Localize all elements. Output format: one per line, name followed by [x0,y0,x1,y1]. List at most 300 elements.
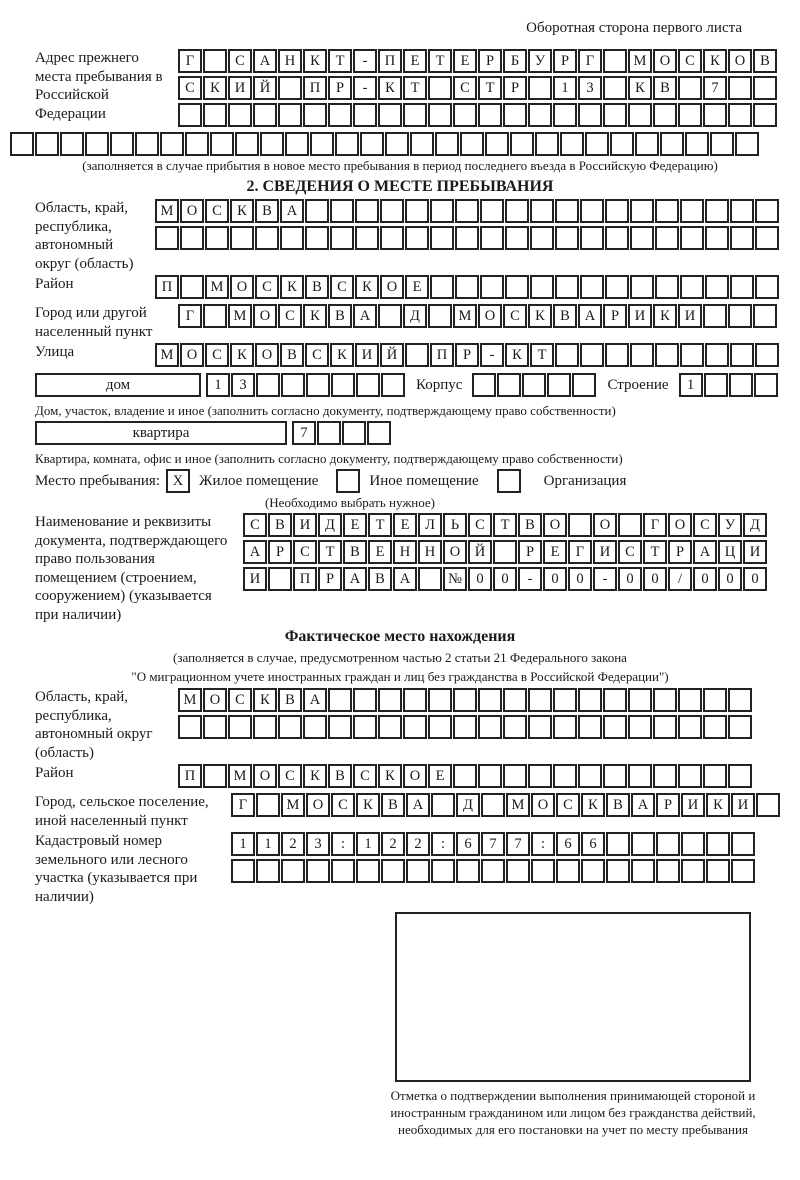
char-cell[interactable] [503,715,527,739]
char-cell[interactable]: 6 [456,832,480,856]
char-cell[interactable] [660,132,684,156]
char-cell[interactable]: П [155,275,179,299]
char-cell[interactable]: О [403,764,427,788]
char-cell[interactable] [85,132,109,156]
char-cell[interactable]: : [331,832,355,856]
char-cell[interactable] [480,275,504,299]
char-cell[interactable]: О [230,275,254,299]
char-cell[interactable]: А [578,304,602,328]
char-cell[interactable]: 0 [543,567,567,591]
char-cell[interactable]: Е [368,540,392,564]
char-cell[interactable] [703,103,727,127]
char-cell[interactable] [705,275,729,299]
char-cell[interactable] [480,226,504,250]
char-cell[interactable]: Й [253,76,277,100]
char-cell[interactable]: В [653,76,677,100]
char-cell[interactable] [431,793,455,817]
char-cell[interactable]: 7 [292,421,316,445]
char-cell[interactable]: - [480,343,504,367]
char-cell[interactable]: К [303,49,327,73]
char-cell[interactable]: К [230,199,254,223]
char-cell[interactable] [655,226,679,250]
char-cell[interactable] [547,373,571,397]
char-cell[interactable] [428,304,452,328]
char-cell[interactable]: Р [478,49,502,73]
char-cell[interactable] [331,373,355,397]
char-cell[interactable]: Д [403,304,427,328]
char-cell[interactable] [603,49,627,73]
char-cell[interactable]: С [228,688,252,712]
char-cell[interactable] [528,76,552,100]
char-cell[interactable]: Г [578,49,602,73]
char-cell[interactable] [603,76,627,100]
char-cell[interactable]: С [178,76,202,100]
char-cell[interactable]: О [478,304,502,328]
char-cell[interactable] [260,132,284,156]
char-cell[interactable]: С [293,540,317,564]
char-cell[interactable]: Т [530,343,554,367]
char-cell[interactable] [703,688,727,712]
char-cell[interactable]: С [453,76,477,100]
char-cell[interactable] [555,226,579,250]
char-cell[interactable]: 1 [256,832,280,856]
char-cell[interactable]: О [380,275,404,299]
char-cell[interactable] [178,715,202,739]
char-cell[interactable]: П [430,343,454,367]
char-cell[interactable] [428,76,452,100]
char-cell[interactable]: 0 [643,567,667,591]
char-cell[interactable]: Е [428,764,452,788]
char-cell[interactable] [653,715,677,739]
char-cell[interactable] [754,373,778,397]
char-cell[interactable] [405,199,429,223]
char-cell[interactable]: М [228,764,252,788]
char-cell[interactable]: М [178,688,202,712]
char-cell[interactable]: В [343,540,367,564]
char-cell[interactable]: Н [393,540,417,564]
char-cell[interactable] [630,343,654,367]
char-cell[interactable] [755,343,779,367]
char-cell[interactable]: К [703,49,727,73]
char-cell[interactable]: В [381,793,405,817]
char-cell[interactable] [678,764,702,788]
char-cell[interactable]: - [593,567,617,591]
char-cell[interactable] [556,859,580,883]
char-cell[interactable] [503,688,527,712]
char-cell[interactable] [60,132,84,156]
char-cell[interactable]: А [280,199,304,223]
char-cell[interactable]: М [628,49,652,73]
char-cell[interactable]: Т [318,540,342,564]
char-cell[interactable] [356,859,380,883]
char-cell[interactable]: Р [455,343,479,367]
char-cell[interactable] [510,132,534,156]
checkbox[interactable] [336,469,360,493]
char-cell[interactable]: О [180,199,204,223]
char-cell[interactable] [728,304,752,328]
char-cell[interactable]: И [593,540,617,564]
char-cell[interactable]: М [155,199,179,223]
char-cell[interactable] [630,199,654,223]
char-cell[interactable] [228,715,252,739]
char-cell[interactable] [728,103,752,127]
char-cell[interactable]: Р [503,76,527,100]
char-cell[interactable]: С [330,275,354,299]
char-cell[interactable] [730,343,754,367]
char-cell[interactable]: П [293,567,317,591]
char-cell[interactable] [428,688,452,712]
char-cell[interactable] [481,793,505,817]
char-cell[interactable]: Й [468,540,492,564]
char-cell[interactable] [580,343,604,367]
char-cell[interactable] [528,764,552,788]
char-cell[interactable] [205,226,229,250]
char-cell[interactable] [555,199,579,223]
char-cell[interactable]: Р [268,540,292,564]
char-cell[interactable] [281,373,305,397]
char-cell[interactable]: Е [393,513,417,537]
char-cell[interactable] [505,275,529,299]
char-cell[interactable] [381,373,405,397]
char-cell[interactable]: Ц [718,540,742,564]
char-cell[interactable]: И [355,343,379,367]
char-cell[interactable]: К [581,793,605,817]
char-cell[interactable]: О [203,688,227,712]
char-cell[interactable]: У [528,49,552,73]
char-cell[interactable] [730,226,754,250]
char-cell[interactable] [460,132,484,156]
char-cell[interactable] [355,226,379,250]
char-cell[interactable] [631,832,655,856]
char-cell[interactable] [628,103,652,127]
char-cell[interactable]: К [253,688,277,712]
char-cell[interactable]: И [743,540,767,564]
char-cell[interactable] [506,859,530,883]
char-cell[interactable] [653,764,677,788]
char-cell[interactable] [178,103,202,127]
char-cell[interactable] [728,764,752,788]
char-cell[interactable]: С [693,513,717,537]
char-cell[interactable]: Р [553,49,577,73]
char-cell[interactable] [555,343,579,367]
char-cell[interactable]: 0 [743,567,767,591]
char-cell[interactable]: Г [568,540,592,564]
char-cell[interactable]: М [506,793,530,817]
char-cell[interactable] [210,132,234,156]
char-cell[interactable] [656,859,680,883]
char-cell[interactable]: А [253,49,277,73]
char-cell[interactable] [735,132,759,156]
char-cell[interactable] [680,343,704,367]
char-cell[interactable] [730,199,754,223]
char-cell[interactable]: В [606,793,630,817]
char-cell[interactable]: Т [428,49,452,73]
char-cell[interactable] [180,226,204,250]
char-cell[interactable]: О [543,513,567,537]
char-cell[interactable] [256,373,280,397]
char-cell[interactable]: К [528,304,552,328]
char-cell[interactable]: С [278,764,302,788]
char-cell[interactable] [255,226,279,250]
char-cell[interactable] [603,688,627,712]
char-cell[interactable]: К [505,343,529,367]
char-cell[interactable]: И [731,793,755,817]
char-cell[interactable] [560,132,584,156]
char-cell[interactable] [317,421,341,445]
char-cell[interactable]: : [431,832,455,856]
char-cell[interactable] [303,715,327,739]
char-cell[interactable] [203,49,227,73]
char-cell[interactable]: О [443,540,467,564]
char-cell[interactable] [531,859,555,883]
char-cell[interactable] [553,688,577,712]
char-cell[interactable]: Ь [443,513,467,537]
char-cell[interactable] [430,199,454,223]
char-cell[interactable]: К [303,764,327,788]
char-cell[interactable] [580,199,604,223]
char-cell[interactable] [497,373,521,397]
char-cell[interactable]: А [353,304,377,328]
char-cell[interactable] [755,275,779,299]
char-cell[interactable] [330,199,354,223]
char-cell[interactable] [380,199,404,223]
char-cell[interactable] [135,132,159,156]
char-cell[interactable]: Н [278,49,302,73]
char-cell[interactable]: Е [543,540,567,564]
char-cell[interactable] [453,715,477,739]
char-cell[interactable]: 1 [553,76,577,100]
char-cell[interactable] [681,859,705,883]
char-cell[interactable] [355,199,379,223]
char-cell[interactable] [203,103,227,127]
char-cell[interactable] [335,132,359,156]
char-cell[interactable] [605,199,629,223]
char-cell[interactable] [630,226,654,250]
char-cell[interactable]: Т [493,513,517,537]
char-cell[interactable] [705,343,729,367]
char-cell[interactable] [353,715,377,739]
char-cell[interactable] [478,764,502,788]
char-cell[interactable]: В [280,343,304,367]
char-cell[interactable] [572,373,596,397]
char-cell[interactable] [435,132,459,156]
char-cell[interactable]: 1 [679,373,703,397]
char-cell[interactable] [578,688,602,712]
char-cell[interactable] [455,275,479,299]
char-cell[interactable]: И [243,567,267,591]
char-cell[interactable]: В [328,764,352,788]
char-cell[interactable]: 6 [556,832,580,856]
char-cell[interactable] [680,275,704,299]
char-cell[interactable] [403,688,427,712]
char-cell[interactable]: И [678,304,702,328]
char-cell[interactable] [753,304,777,328]
char-cell[interactable]: Г [178,304,202,328]
char-cell[interactable]: Й [380,343,404,367]
char-cell[interactable] [578,764,602,788]
char-cell[interactable] [480,199,504,223]
char-cell[interactable]: А [693,540,717,564]
char-cell[interactable] [281,859,305,883]
char-cell[interactable] [356,373,380,397]
char-cell[interactable]: 2 [381,832,405,856]
char-cell[interactable]: В [553,304,577,328]
char-cell[interactable]: О [180,343,204,367]
char-cell[interactable] [256,793,280,817]
char-cell[interactable]: 7 [506,832,530,856]
char-cell[interactable] [706,832,730,856]
char-cell[interactable] [280,226,304,250]
char-cell[interactable] [455,199,479,223]
char-cell[interactable] [606,859,630,883]
char-cell[interactable] [453,688,477,712]
char-cell[interactable]: И [228,76,252,100]
char-cell[interactable]: М [205,275,229,299]
char-cell[interactable] [706,859,730,883]
char-cell[interactable] [453,764,477,788]
char-cell[interactable]: В [268,513,292,537]
char-cell[interactable] [203,304,227,328]
char-cell[interactable] [256,859,280,883]
char-cell[interactable] [453,103,477,127]
char-cell[interactable]: К [653,304,677,328]
char-cell[interactable]: К [356,793,380,817]
char-cell[interactable]: Р [603,304,627,328]
char-cell[interactable]: П [378,49,402,73]
char-cell[interactable] [605,226,629,250]
char-cell[interactable]: А [303,688,327,712]
char-cell[interactable]: Т [643,540,667,564]
char-cell[interactable] [456,859,480,883]
char-cell[interactable]: К [378,76,402,100]
char-cell[interactable] [253,715,277,739]
char-cell[interactable]: С [278,304,302,328]
char-cell[interactable]: - [353,49,377,73]
char-cell[interactable]: К [378,764,402,788]
char-cell[interactable]: 2 [281,832,305,856]
char-cell[interactable]: К [230,343,254,367]
char-cell[interactable]: Д [743,513,767,537]
char-cell[interactable]: У [718,513,742,537]
char-cell[interactable] [535,132,559,156]
char-cell[interactable]: П [303,76,327,100]
char-cell[interactable]: О [253,764,277,788]
char-cell[interactable]: 3 [578,76,602,100]
char-cell[interactable] [703,304,727,328]
char-cell[interactable] [180,275,204,299]
char-cell[interactable] [278,103,302,127]
char-cell[interactable]: 0 [718,567,742,591]
char-cell[interactable] [431,859,455,883]
char-cell[interactable] [478,103,502,127]
char-cell[interactable] [278,76,302,100]
char-cell[interactable] [578,103,602,127]
char-cell[interactable] [305,226,329,250]
char-cell[interactable] [610,132,634,156]
char-cell[interactable]: 7 [703,76,727,100]
char-cell[interactable] [753,76,777,100]
char-cell[interactable] [753,103,777,127]
char-cell[interactable]: Р [518,540,542,564]
char-cell[interactable] [428,103,452,127]
char-cell[interactable] [328,715,352,739]
char-cell[interactable] [628,715,652,739]
char-cell[interactable] [530,199,554,223]
char-cell[interactable] [655,199,679,223]
char-cell[interactable] [680,199,704,223]
char-cell[interactable]: А [343,567,367,591]
char-cell[interactable] [528,715,552,739]
char-cell[interactable]: О [255,343,279,367]
char-cell[interactable]: И [681,793,705,817]
char-cell[interactable]: С [331,793,355,817]
char-cell[interactable]: С [205,343,229,367]
char-cell[interactable] [603,764,627,788]
char-cell[interactable]: В [518,513,542,537]
checkbox[interactable]: X [166,469,190,493]
char-cell[interactable]: Р [656,793,680,817]
char-cell[interactable] [581,859,605,883]
char-cell[interactable]: М [281,793,305,817]
char-cell[interactable]: В [328,304,352,328]
char-cell[interactable]: Р [318,567,342,591]
char-cell[interactable]: Р [328,76,352,100]
char-cell[interactable]: Т [328,49,352,73]
char-cell[interactable] [331,859,355,883]
char-cell[interactable] [628,764,652,788]
char-cell[interactable]: П [178,764,202,788]
char-cell[interactable]: Л [418,513,442,537]
char-cell[interactable]: С [618,540,642,564]
char-cell[interactable]: 6 [581,832,605,856]
char-cell[interactable] [703,715,727,739]
char-cell[interactable] [678,103,702,127]
char-cell[interactable]: 1 [206,373,230,397]
char-cell[interactable] [605,275,629,299]
char-cell[interactable] [728,76,752,100]
char-cell[interactable] [553,715,577,739]
char-cell[interactable] [631,859,655,883]
char-cell[interactable]: Б [503,49,527,73]
char-cell[interactable] [678,76,702,100]
char-cell[interactable] [680,226,704,250]
char-cell[interactable]: М [155,343,179,367]
char-cell[interactable] [628,688,652,712]
char-cell[interactable] [378,103,402,127]
char-cell[interactable] [685,132,709,156]
char-cell[interactable] [618,513,642,537]
char-cell[interactable]: В [753,49,777,73]
char-cell[interactable] [606,832,630,856]
char-cell[interactable] [585,132,609,156]
char-cell[interactable]: / [668,567,692,591]
char-cell[interactable]: К [355,275,379,299]
char-cell[interactable] [478,688,502,712]
char-cell[interactable] [493,540,517,564]
char-cell[interactable] [505,199,529,223]
char-cell[interactable] [253,103,277,127]
char-cell[interactable] [731,832,755,856]
char-cell[interactable]: О [653,49,677,73]
char-cell[interactable] [731,859,755,883]
char-cell[interactable]: С [353,764,377,788]
char-cell[interactable] [35,132,59,156]
char-cell[interactable] [755,226,779,250]
char-cell[interactable] [278,715,302,739]
char-cell[interactable] [472,373,496,397]
apartment-box[interactable]: квартира [35,421,287,445]
char-cell[interactable]: 0 [693,567,717,591]
